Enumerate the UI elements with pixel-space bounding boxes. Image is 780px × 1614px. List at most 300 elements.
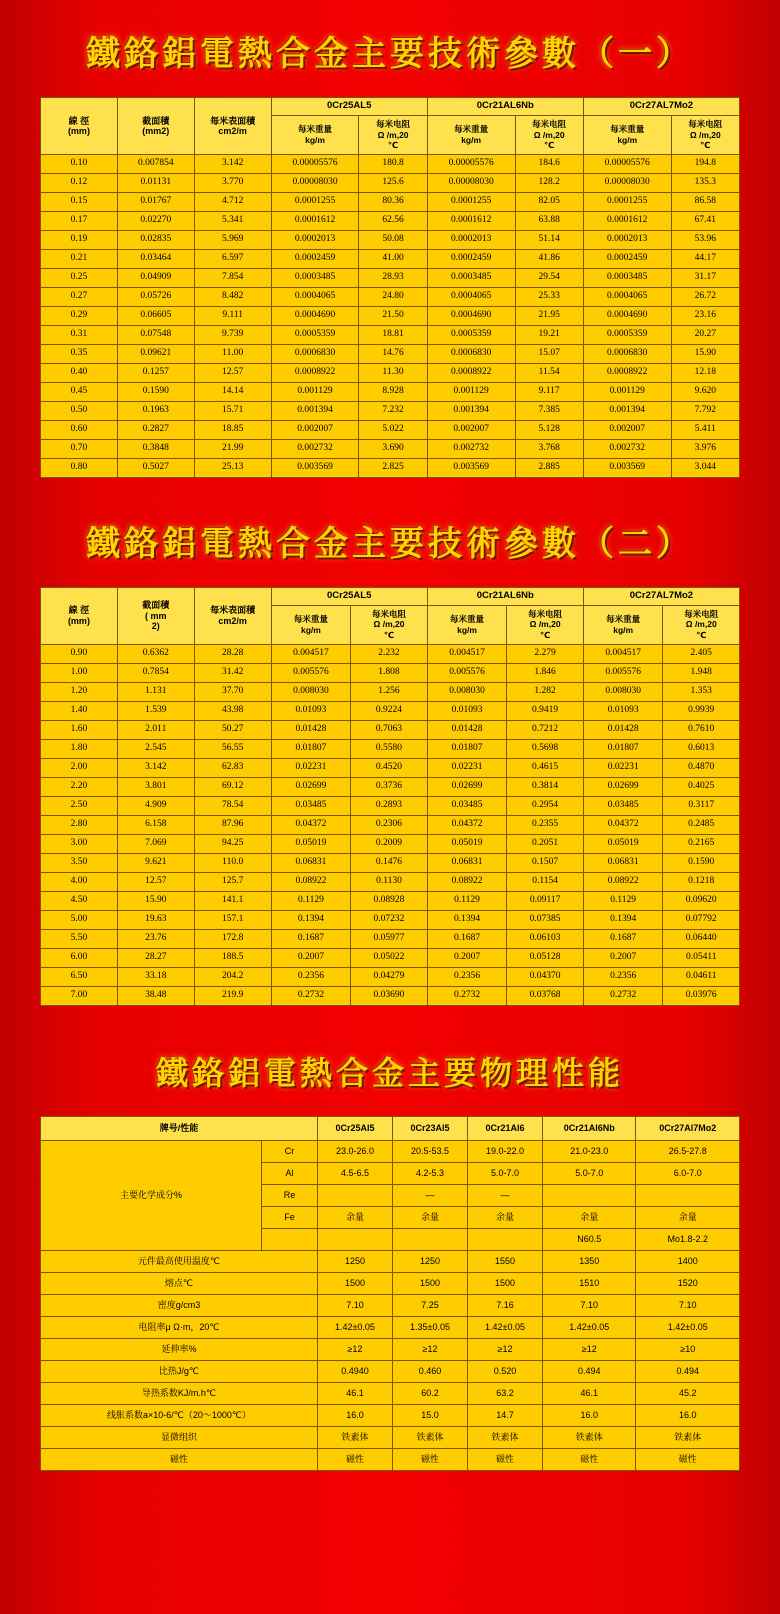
section1-cell: 0.17 — [41, 211, 118, 230]
section2-cell: 4.909 — [117, 796, 194, 815]
page-title-one: 鐵鉻鋁電熱合金主要技術參數（一） — [86, 36, 694, 73]
section1-cell: 9.739 — [194, 325, 271, 344]
chem-value: 19.0-22.0 — [468, 1140, 543, 1162]
section2-cell: 0.005576 — [271, 663, 351, 682]
section1-cell: 0.00008030 — [427, 173, 515, 192]
section2-cell: 0.008030 — [271, 682, 351, 701]
property-value: 磁性 — [636, 1448, 740, 1470]
table-row — [41, 967, 740, 986]
chem-value: 余量 — [543, 1206, 636, 1228]
section2-cell: 2.011 — [117, 720, 194, 739]
th2-weight-3: 每米重量 kg/m — [583, 605, 663, 644]
section2-cell: 0.2485 — [663, 815, 740, 834]
section2-cell: 0.004517 — [583, 644, 663, 663]
section2-cell: 3.00 — [41, 834, 118, 853]
section2-cell: 3.142 — [117, 758, 194, 777]
section2-cell: 0.4870 — [663, 758, 740, 777]
section2-cell: 6.00 — [41, 948, 118, 967]
table-row — [41, 1404, 740, 1426]
property-value: 磁性 — [468, 1448, 543, 1470]
th2-resistance-2: 每米电阻 Ω /m,20 ℃ — [507, 605, 583, 644]
chem-element — [262, 1228, 318, 1250]
table-three-header — [41, 1116, 740, 1140]
section2-cell: 0.2356 — [271, 967, 351, 986]
section1-cell: 0.19 — [41, 230, 118, 249]
section1-cell: 0.0004065 — [583, 287, 671, 306]
table-one-body — [41, 154, 740, 477]
section1-cell: 25.13 — [194, 458, 271, 477]
section1-cell: 7.854 — [194, 268, 271, 287]
section1-cell: 0.001129 — [427, 382, 515, 401]
section1-cell: 21.99 — [194, 439, 271, 458]
property-label: 延伸率% — [41, 1338, 318, 1360]
section1-cell: 9.111 — [194, 306, 271, 325]
property-value: 15.0 — [392, 1404, 467, 1426]
section2-cell: 0.07385 — [507, 910, 583, 929]
property-value: ≥12 — [468, 1338, 543, 1360]
chem-composition-label: 主要化学成分% — [41, 1140, 262, 1250]
section1-cell: 0.0005359 — [427, 325, 515, 344]
section2-cell: 0.05019 — [271, 834, 351, 853]
table-row — [41, 910, 740, 929]
section2-cell: 0.2009 — [351, 834, 427, 853]
section1-cell: 86.58 — [671, 192, 739, 211]
section2-cell: 0.01807 — [583, 739, 663, 758]
section2-cell: 0.07792 — [663, 910, 740, 929]
page-title-two: 鐵鉻鋁電熱合金主要技術參數（二） — [86, 525, 694, 563]
section2-cell: 50.27 — [194, 720, 271, 739]
section1-cell: 0.09621 — [117, 344, 194, 363]
th-resistance-1: 每米电阻 Ω /m,20 ℃ — [359, 115, 427, 154]
th2-resistance-1: 每米电阻 Ω /m,20 ℃ — [351, 605, 427, 644]
property-value: 60.2 — [392, 1382, 467, 1404]
section1-cell: 0.0008922 — [583, 363, 671, 382]
table-row — [41, 701, 740, 720]
section1-cell: 5.022 — [359, 420, 427, 439]
section2-cell: 28.27 — [117, 948, 194, 967]
section1-cell: 41.00 — [359, 249, 427, 268]
property-value: 1500 — [392, 1272, 467, 1294]
section1-cell: 0.21 — [41, 249, 118, 268]
section1-cell: 0.29 — [41, 306, 118, 325]
section1-cell: 0.15 — [41, 192, 118, 211]
section2-cell: 0.03768 — [507, 986, 583, 1005]
table-row — [41, 173, 740, 192]
section1-cell: 50.08 — [359, 230, 427, 249]
section2-cell: 2.232 — [351, 644, 427, 663]
section2-cell: 38.48 — [117, 986, 194, 1005]
page-title-three: 鐵鉻鋁電熱合金主要物理性能 — [155, 1054, 624, 1091]
section1-cell: 0.0001612 — [583, 211, 671, 230]
chem-value: 5.0-7.0 — [543, 1162, 636, 1184]
table-row — [41, 344, 740, 363]
section2-cell: 28.28 — [194, 644, 271, 663]
property-value: 16.0 — [636, 1404, 740, 1426]
section2-cell: 0.7063 — [351, 720, 427, 739]
table-row — [41, 1426, 740, 1448]
section1-cell: 53.96 — [671, 230, 739, 249]
section1-cell: 24.80 — [359, 287, 427, 306]
section1-cell: 0.007854 — [117, 154, 194, 173]
th2-diameter: 線 徑 (mm) — [41, 587, 118, 644]
section2-cell: 1.539 — [117, 701, 194, 720]
table-row — [41, 420, 740, 439]
section2-cell: 172.8 — [194, 929, 271, 948]
section2-cell: 0.1394 — [583, 910, 663, 929]
property-value: 14.7 — [468, 1404, 543, 1426]
section1-cell: 18.85 — [194, 420, 271, 439]
property-value: 7.10 — [636, 1294, 740, 1316]
section2-cell: 0.09620 — [663, 891, 740, 910]
table-row — [41, 382, 740, 401]
section2-cell: 5.00 — [41, 910, 118, 929]
section2-cell: 0.05019 — [583, 834, 663, 853]
section1-cell: 0.25 — [41, 268, 118, 287]
section2-cell: 0.2007 — [427, 948, 507, 967]
table-row — [41, 663, 740, 682]
property-label: 显微组织 — [41, 1426, 318, 1448]
table-row — [41, 929, 740, 948]
section1-cell: 0.02270 — [117, 211, 194, 230]
section2-cell: 1.00 — [41, 663, 118, 682]
table-row — [41, 230, 740, 249]
property-value: 1.42±0.05 — [468, 1316, 543, 1338]
section2-cell: 0.2732 — [427, 986, 507, 1005]
section2-cell: 0.08928 — [351, 891, 427, 910]
section1-cell: 20.27 — [671, 325, 739, 344]
section2-cell: 0.02231 — [271, 758, 351, 777]
section1-cell: 0.002732 — [427, 439, 515, 458]
section1-cell: 0.0008922 — [271, 363, 359, 382]
table-row — [41, 720, 740, 739]
section2-cell: 0.06831 — [427, 853, 507, 872]
property-value: 1500 — [468, 1272, 543, 1294]
table-row — [41, 439, 740, 458]
section2-cell: 0.5580 — [351, 739, 427, 758]
table-row — [41, 1294, 740, 1316]
section2-cell: 0.008030 — [583, 682, 663, 701]
property-value: 16.0 — [543, 1404, 636, 1426]
section1-cell: 11.54 — [515, 363, 583, 382]
section2-cell: 0.9939 — [663, 701, 740, 720]
section1-cell: 0.0003485 — [271, 268, 359, 287]
section2-cell: 9.621 — [117, 853, 194, 872]
section2-cell: 0.04372 — [427, 815, 507, 834]
section2-cell: 1.353 — [663, 682, 740, 701]
section2-cell: 0.1129 — [583, 891, 663, 910]
property-value: 1510 — [543, 1272, 636, 1294]
table-row — [41, 249, 740, 268]
section2-cell: 0.06103 — [507, 929, 583, 948]
section2-cell: 5.50 — [41, 929, 118, 948]
section1-cell: 0.1257 — [117, 363, 194, 382]
table-two-header-row-1 — [41, 587, 740, 605]
property-value: 0.4940 — [317, 1360, 392, 1382]
section1-cell: 3.690 — [359, 439, 427, 458]
chem-value: 4.5-6.5 — [317, 1162, 392, 1184]
section1-cell: 0.45 — [41, 382, 118, 401]
section1-cell: 5.969 — [194, 230, 271, 249]
table-row — [41, 401, 740, 420]
section2-cell: 0.05411 — [663, 948, 740, 967]
bottom-spacer — [0, 1471, 780, 1487]
th2-group-0cr27al7mo2: 0Cr27AL7Mo2 — [583, 587, 739, 605]
section1-cell: 0.0002459 — [271, 249, 359, 268]
table-row — [41, 363, 740, 382]
section2-cell: 0.01428 — [271, 720, 351, 739]
section1-cell: 19.21 — [515, 325, 583, 344]
section2-cell: 0.2355 — [507, 815, 583, 834]
section2-cell: 157.1 — [194, 910, 271, 929]
section1-cell: 9.117 — [515, 382, 583, 401]
section2-cell: 0.02699 — [583, 777, 663, 796]
chem-value — [543, 1184, 636, 1206]
th-diameter: 線 徑 (mm) — [41, 98, 118, 155]
chem-element: Cr — [262, 1140, 318, 1162]
section2-cell: 69.12 — [194, 777, 271, 796]
section1-cell: 0.0004690 — [271, 306, 359, 325]
section2-cell: 0.08922 — [427, 872, 507, 891]
section1-cell: 9.620 — [671, 382, 739, 401]
section2-cell: 0.005576 — [583, 663, 663, 682]
section1-cell: 29.54 — [515, 268, 583, 287]
section2-cell: 0.9419 — [507, 701, 583, 720]
section1-cell: 0.04909 — [117, 268, 194, 287]
section2-cell: 110.0 — [194, 853, 271, 872]
section2-cell: 0.02699 — [427, 777, 507, 796]
section1-cell: 26.72 — [671, 287, 739, 306]
section2-cell: 0.04279 — [351, 967, 427, 986]
chem-value: 6.0-7.0 — [636, 1162, 740, 1184]
section1-cell: 0.003569 — [583, 458, 671, 477]
section2-cell: 1.60 — [41, 720, 118, 739]
section2-cell: 0.05019 — [427, 834, 507, 853]
section2-cell: 1.282 — [507, 682, 583, 701]
table-two-body — [41, 644, 740, 1005]
th-weight-3: 每米重量 kg/m — [583, 115, 671, 154]
section2-cell: 1.948 — [663, 663, 740, 682]
section2-cell: 19.63 — [117, 910, 194, 929]
property-value: 1.42±0.05 — [543, 1316, 636, 1338]
section2-cell: 2.00 — [41, 758, 118, 777]
section2-cell: 15.90 — [117, 891, 194, 910]
section1-cell: 14.14 — [194, 382, 271, 401]
section1-cell: 2.825 — [359, 458, 427, 477]
property-label: 元件最高使用温度℃ — [41, 1250, 318, 1272]
section2-cell: 12.57 — [117, 872, 194, 891]
section1-cell: 5.411 — [671, 420, 739, 439]
section1-cell: 0.0005359 — [271, 325, 359, 344]
section2-cell: 62.83 — [194, 758, 271, 777]
property-value: 0.494 — [543, 1360, 636, 1382]
section2-cell: 0.03485 — [271, 796, 351, 815]
section2-cell: 0.04370 — [507, 967, 583, 986]
section2-cell: 1.80 — [41, 739, 118, 758]
section1-cell: 0.0003485 — [583, 268, 671, 287]
property-value: 46.1 — [317, 1382, 392, 1404]
section2-cell: 0.4520 — [351, 758, 427, 777]
chem-value: N60.5 — [543, 1228, 636, 1250]
section1-cell: 0.1590 — [117, 382, 194, 401]
section2-cell: 0.1476 — [351, 853, 427, 872]
section2-cell: 0.03690 — [351, 986, 427, 1005]
section1-cell: 0.0006830 — [271, 344, 359, 363]
tech-params-table-two — [40, 587, 740, 1006]
section2-cell: 2.279 — [507, 644, 583, 663]
section1-cell: 3.142 — [194, 154, 271, 173]
section1-cell: 0.0004690 — [427, 306, 515, 325]
table-row — [41, 758, 740, 777]
property-label: 电阻率μ Ω·m，20℃ — [41, 1316, 318, 1338]
section2-cell: 2.20 — [41, 777, 118, 796]
table-row — [41, 192, 740, 211]
table-row — [41, 796, 740, 815]
property-value: 铁素体 — [468, 1426, 543, 1448]
section1-cell: 67.41 — [671, 211, 739, 230]
section2-cell: 188.5 — [194, 948, 271, 967]
section1-cell: 0.03464 — [117, 249, 194, 268]
section2-cell: 1.846 — [507, 663, 583, 682]
table-row — [41, 777, 740, 796]
table-three-body — [41, 1140, 740, 1470]
section1-cell: 5.128 — [515, 420, 583, 439]
table-row — [41, 211, 740, 230]
section2-cell: 43.98 — [194, 701, 271, 720]
property-value: 16.0 — [317, 1404, 392, 1426]
section2-cell: 0.9224 — [351, 701, 427, 720]
table-row — [41, 834, 740, 853]
table-row — [41, 815, 740, 834]
section2-cell: 0.7212 — [507, 720, 583, 739]
chem-value: 余量 — [636, 1206, 740, 1228]
section2-cell: 0.05128 — [507, 948, 583, 967]
section1-cell: 12.57 — [194, 363, 271, 382]
section2-cell: 0.2007 — [271, 948, 351, 967]
chem-value — [317, 1184, 392, 1206]
section1-cell: 0.27 — [41, 287, 118, 306]
property-label: 熔点℃ — [41, 1272, 318, 1294]
table-row — [41, 287, 740, 306]
section1-cell: 0.002007 — [427, 420, 515, 439]
chem-value — [468, 1228, 543, 1250]
chem-value: 余量 — [468, 1206, 543, 1228]
section1-cell: 0.00008030 — [271, 173, 359, 192]
section1-cell: 135.3 — [671, 173, 739, 192]
chem-value: Mo1.8-2.2 — [636, 1228, 740, 1250]
section1-cell: 51.14 — [515, 230, 583, 249]
th3-col-1: 0Cr23Al5 — [392, 1116, 467, 1140]
chem-element: Fe — [262, 1206, 318, 1228]
chem-value: 20.5-53.5 — [392, 1140, 467, 1162]
section1-cell: 0.002007 — [583, 420, 671, 439]
chem-element: Al — [262, 1162, 318, 1184]
table-row — [41, 853, 740, 872]
section1-cell: 15.07 — [515, 344, 583, 363]
section2-cell: 0.02699 — [271, 777, 351, 796]
section2-cell: 0.2893 — [351, 796, 427, 815]
section2-cell: 0.2007 — [583, 948, 663, 967]
section2-cell: 2.80 — [41, 815, 118, 834]
section2-cell: 0.1154 — [507, 872, 583, 891]
section2-cell: 3.50 — [41, 853, 118, 872]
section2-cell: 0.1394 — [427, 910, 507, 929]
chem-value: 21.0-23.0 — [543, 1140, 636, 1162]
section1-cell: 0.80 — [41, 458, 118, 477]
section1-cell: 0.0002013 — [427, 230, 515, 249]
property-value: 铁素体 — [392, 1426, 467, 1448]
section1-cell: 0.0004065 — [427, 287, 515, 306]
section1-cell: 3.768 — [515, 439, 583, 458]
property-value: 1250 — [317, 1250, 392, 1272]
section1-cell: 0.01767 — [117, 192, 194, 211]
section2-cell: 0.2356 — [583, 967, 663, 986]
section1-cell: 4.712 — [194, 192, 271, 211]
section-three — [0, 1014, 780, 1495]
section2-cell: 0.1687 — [271, 929, 351, 948]
property-value: 7.10 — [543, 1294, 636, 1316]
section2-cell: 4.50 — [41, 891, 118, 910]
section2-cell: 37.70 — [194, 682, 271, 701]
th2-group-0cr21al6nb: 0Cr21AL6Nb — [427, 587, 583, 605]
section2-cell: 0.1130 — [351, 872, 427, 891]
section2-cell: 6.158 — [117, 815, 194, 834]
section2-cell: 2.545 — [117, 739, 194, 758]
section2-cell: 0.7854 — [117, 663, 194, 682]
section1-cell: 0.50 — [41, 401, 118, 420]
section1-cell: 0.00005576 — [583, 154, 671, 173]
section1-cell: 8.928 — [359, 382, 427, 401]
section1-cell: 0.02835 — [117, 230, 194, 249]
section1-cell: 21.50 — [359, 306, 427, 325]
section1-cell: 0.0006830 — [427, 344, 515, 363]
section2-cell: 0.5698 — [507, 739, 583, 758]
section1-cell: 11.30 — [359, 363, 427, 382]
section1-cell: 11.00 — [194, 344, 271, 363]
section2-cell: 2.50 — [41, 796, 118, 815]
chem-value: 23.0-26.0 — [317, 1140, 392, 1162]
section2-cell: 0.2954 — [507, 796, 583, 815]
th-group-0cr21al6nb: 0Cr21AL6Nb — [427, 98, 583, 116]
property-value: ≥10 — [636, 1338, 740, 1360]
table-row — [41, 306, 740, 325]
section1-cell: 0.07548 — [117, 325, 194, 344]
table-row — [41, 1250, 740, 1272]
property-value: 1350 — [543, 1250, 636, 1272]
section1-cell: 0.0002013 — [583, 230, 671, 249]
section1-cell: 3.770 — [194, 173, 271, 192]
property-label: 导热系数KJ/m.h℃ — [41, 1382, 318, 1404]
section1-cell: 6.597 — [194, 249, 271, 268]
section1-cell: 41.86 — [515, 249, 583, 268]
section2-cell: 0.2732 — [271, 986, 351, 1005]
section1-cell: 0.3848 — [117, 439, 194, 458]
section2-cell: 0.005576 — [427, 663, 507, 682]
section2-cell: 0.7610 — [663, 720, 740, 739]
section2-cell: 4.00 — [41, 872, 118, 891]
section2-cell: 0.1590 — [663, 853, 740, 872]
section2-cell: 0.01093 — [583, 701, 663, 720]
section2-cell: 6.50 — [41, 967, 118, 986]
section2-cell: 141.1 — [194, 891, 271, 910]
property-value: 7.10 — [317, 1294, 392, 1316]
section1-cell: 25.33 — [515, 287, 583, 306]
section1-cell: 0.002732 — [583, 439, 671, 458]
property-value: 0.520 — [468, 1360, 543, 1382]
table-row — [41, 268, 740, 287]
chem-value: 余量 — [392, 1206, 467, 1228]
th-resistance-2: 每米电阻 Ω /m,20 ℃ — [515, 115, 583, 154]
section1-cell: 15.90 — [671, 344, 739, 363]
